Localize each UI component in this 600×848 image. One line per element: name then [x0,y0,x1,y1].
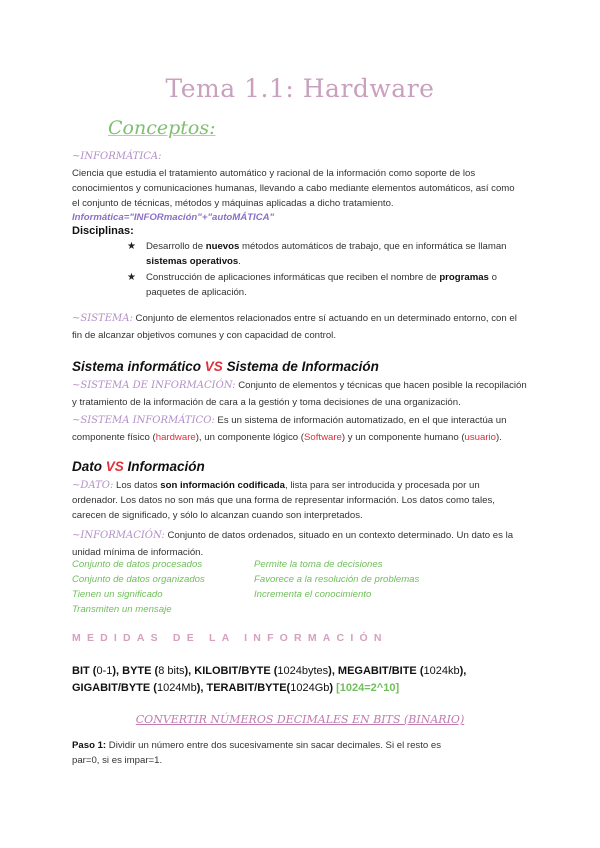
conceptos-heading: Conceptos: [108,117,216,139]
dato-definition: ~DATO: Los datos son información codificada, lista para ser introducida y procesada por un ordenador. Los datos no son más que una forma de representar información. Los datos como tales, carecen de significado, y sólo lo alcanzan cuando son interpretados. [72,480,495,521]
list-item: Conjunto de datos procesados [72,559,203,570]
medidas-heading: MEDIDAS DE LA INFORMACIÓN [72,632,388,644]
sistema-informacion-definition: ~SISTEMA DE INFORMACIÓN: Conjunto de elementos y técnicas que hacen posible la recopilación y tratamiento de la información de cara a la gestión y toma decisiones de una organización. [72,380,527,408]
sistema-term: ~SISTEMA: [72,313,133,324]
informatica-def-line-3: el conjunto de técnicas, métodos y máquinas aplicadas a dicho tratamiento. [72,198,394,209]
disciplinas-heading: Disciplinas: [72,225,134,237]
sistema-definition: ~SISTEMA: Conjunto de elementos relacionados entre sí actuando en un determinado entorno, con el fin de alcanzar objetivos comunes y con capacidad de control. [72,313,517,341]
page-title: Tema 1.1: Hardware [165,74,435,103]
list-item: Tienen un significado [72,589,163,600]
section-heading-sistemas: Sistema informático VS Sistema de Información [72,359,379,374]
sistema-informatico-definition: ~SISTEMA INFORMÁTICO: Es un sistema de información automatizado, en el que interactúa un componente físico (hardware), un componente lógico (Software) y un componente humano (usuario). [72,415,507,443]
informatica-definition [72,166,515,211]
informacion-definition: ~INFORMACIÓN: Conjunto de datos ordenados, situado en un contexto determinado. Un dato es la unidad mínima de información. [72,530,514,558]
dato-term: ~DATO: [72,480,114,491]
sistema-informatico-term: ~SISTEMA INFORMÁTICO: [72,415,215,426]
paso-1: Paso 1: Dividir un número entre dos sucesivamente sin sacar decimales. Si el resto es par=0, si es impar=1. [72,740,442,766]
informacion-term: ~INFORMACIÓN: [72,530,165,541]
star-bullet-icon: ★ [127,241,136,252]
sistema-informacion-term: ~SISTEMA DE INFORMACIÓN: [72,380,236,391]
green-list-right [254,557,419,602]
list-item: Transmiten un mensaje [72,604,172,615]
star-bullet-icon: ★ [127,272,136,283]
green-list-left [72,557,205,617]
informatica-term: ~INFORMÁTICA: [72,151,162,162]
list-item: Conjunto de datos organizados [72,574,205,585]
list-item: Permite la toma de decisiones [254,559,383,570]
convertir-heading: CONVERTIR NÚMEROS DECIMALES EN BITS (BINARIO) [135,713,465,726]
informatica-def-line-1: Ciencia que estudia el tratamiento automático y racional de la información como soporte de los [72,168,476,179]
disciplina-item-1: Desarrollo de nuevos métodos automáticos de trabajo, que en informática se llaman sistemas operativos. [146,241,507,267]
list-item: Incrementa el conocimiento [254,589,372,600]
units-list: BIT (0-1), BYTE (8 bits), KILOBIT/BYTE (1024bytes), MEGABIT/BITE (1024kb), GIGABIT/BYTE (1024Mb), TERABIT/BYTE(1024Gb) [1024=2^10] [72,665,467,694]
list-item: Favorece a la resolución de problemas [254,574,420,585]
disciplina-item-2: Construcción de aplicaciones informáticas que reciben el nombre de programas o paquetes de aplicación. [146,272,497,298]
section-heading-dato: Dato VS Información [72,459,205,474]
informatica-formula: Informática="INFORmación"+"autoMÁTICA" [72,212,275,223]
informatica-def-line-2: conocimientos y comunicaciones humanas, llevando a cabo mediante elementos automáticos, así como [72,183,515,194]
